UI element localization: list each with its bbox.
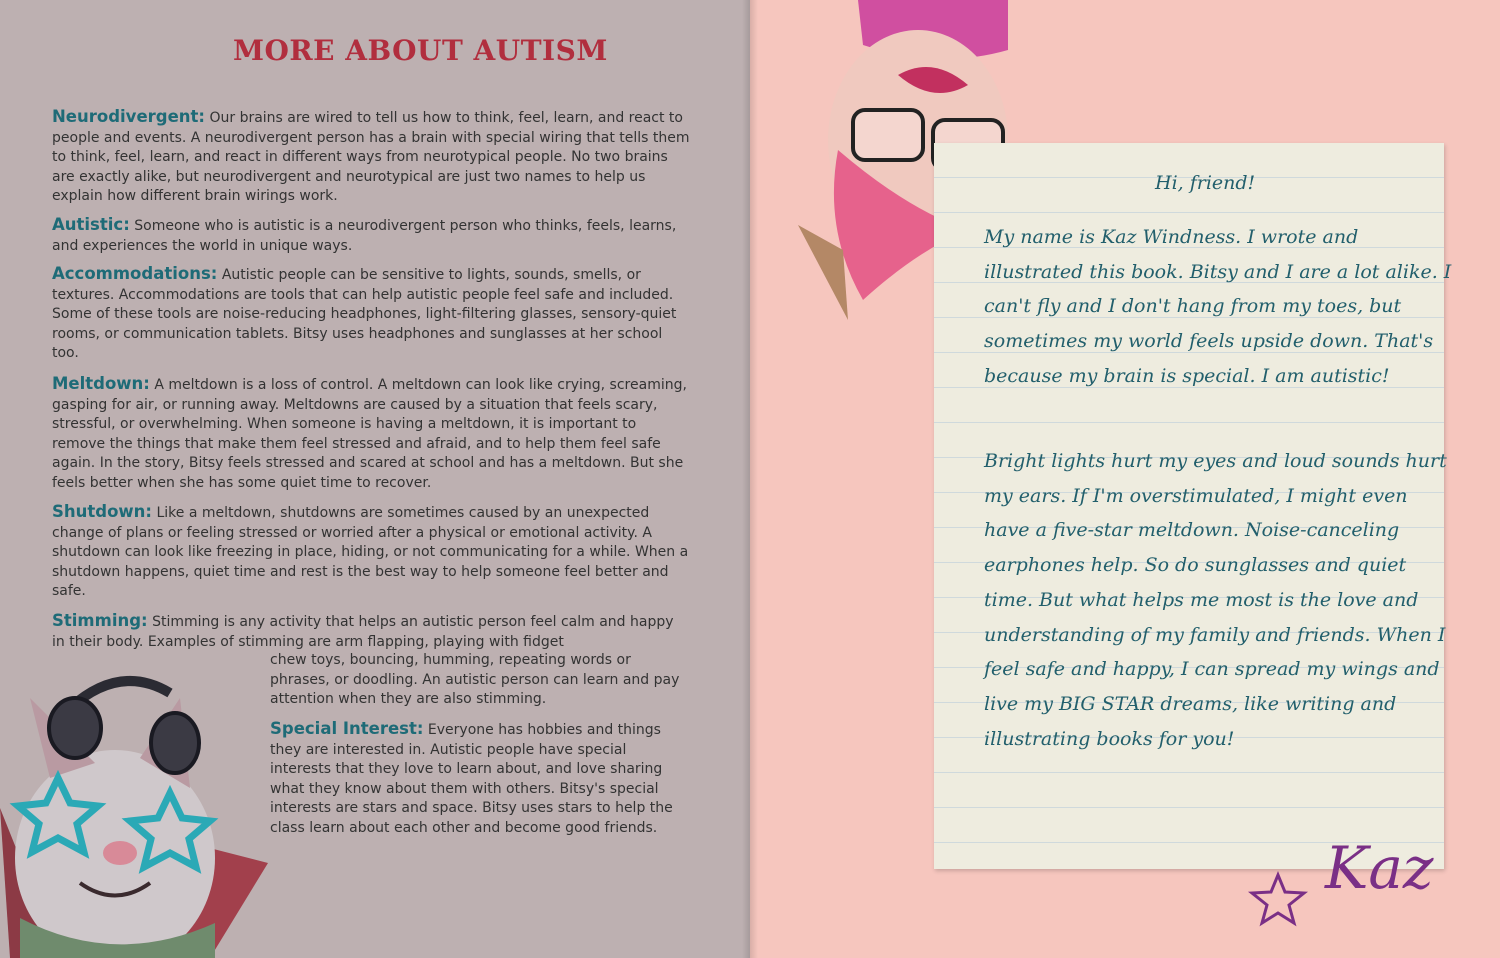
entry-stimming (52, 611, 690, 652)
letter-greeting: Hi, friend! (1155, 172, 1256, 194)
page-gutter (742, 0, 758, 958)
entry-special-interest (270, 719, 690, 839)
entry-shutdown (52, 502, 690, 602)
left-earcup-icon (49, 698, 101, 758)
entry-text: Our brains are wired to tell us how to think, feel, learn, and react to people and events. A neurodivergent person has a brain with special wiring that tells them to think, feel, learn, and react in different ways from neurotypical people. No two brains are exactly alike, but neurodivergent and neurotypical are just two names to help us explain how different brain wirings work. (52, 110, 690, 205)
entry-meltdown (52, 374, 690, 494)
term-meltdown: Meltdown: (52, 374, 150, 393)
signature-text: Kaz (1325, 834, 1434, 902)
signature-star-icon (1252, 875, 1304, 923)
entry-stimming-continued: chew toys, bouncing, humming, repeating words or phrases, or doodling. An autistic person can learn and pay attention when they are also stimming. (270, 652, 680, 708)
term-autistic: Autistic: (52, 215, 130, 234)
entry-accommodations (52, 264, 690, 364)
entry-text: A meltdown is a loss of control. A meltdown can look like crying, screaming, gasping for air, or running away. Meltdowns are caused by a situation that feels scary, stressful, or overwhelming. When someone is having a meltdown, it is important to remove the things that make them feel stressed and afraid, and to help them feel safe again. In the story, Bitsy feels stressed and scared at school and has a meltdown. But she feels better when she has some quiet time to recover. (52, 377, 687, 491)
signature (1240, 820, 1480, 940)
left-glasses-lens-icon (853, 110, 923, 160)
term-shutdown: Shutdown: (52, 502, 152, 521)
page-title: MORE ABOUT AUTISM (233, 34, 608, 67)
bat-illustration (0, 668, 270, 958)
term-stimming: Stimming: (52, 611, 148, 630)
letter-paragraph-2: Bright lights hurt my eyes and loud sounds hurt my ears. If I'm overstimulated, I might even have a five-star meltdown. Noise-canceling earphones help. So do sunglasses and quiet time. But what helps me most is the love and understanding of my family and friends. When I feel safe and happy, I can spread my wings and live my BIG STAR dreams, like writing and illustrating books for you! (984, 450, 1447, 750)
entry-text: Stimming is any activity that helps an autistic person feel calm and happy in their body. Examples of stimming are arm flapping, playing with fidget (52, 614, 674, 650)
term-neurodivergent: Neurodivergent: (52, 107, 206, 126)
entry-text: Everyone has hobbies and things they are interested in. Autistic people have special interests that they love to learn about, and love sharing what they know about them with others. Bitsy's special interests are stars and space. Bitsy uses stars to help the class learn about each other and become good friends. (270, 722, 673, 836)
term-accommodations: Accommodations: (52, 264, 218, 283)
entry-autistic (52, 215, 690, 256)
entry-text: Someone who is autistic is a neurodivergent person who thinks, feels, learns, and experiences the world in unique ways. (52, 218, 677, 254)
entry-text: Like a meltdown, shutdowns are sometimes caused by an unexpected change of plans or feeling stressed or worried after a physical or emotional activity. A shutdown can look like freezing in place, hiding, or not communicating for a while. When a shutdown happens, quiet time and rest is the best way to help someone feel better and safe. (52, 505, 689, 600)
entry-text: Autistic people can be sensitive to lights, sounds, smells, or textures. Accommodations are tools that can help autistic people feel safe and included. Some of these tools are noise-reducing headphones, light-filtering glasses, sensory-quiet rooms, or communication tablets. Bitsy uses headphones and sunglasses at her school too. (52, 267, 677, 362)
letter-paragraph-1: My name is Kaz Windness. I wrote and illustrated this book. Bitsy and I are a lot alike. I can't fly and I don't hang from my toes, but sometimes my world feels upside down. That's because my brain is special. I am autistic! (984, 226, 1452, 387)
term-special-interest: Special Interest: (270, 719, 424, 738)
entry-neurodivergent (52, 107, 690, 207)
bat-nose (103, 841, 137, 865)
right-earcup-icon (151, 713, 199, 773)
